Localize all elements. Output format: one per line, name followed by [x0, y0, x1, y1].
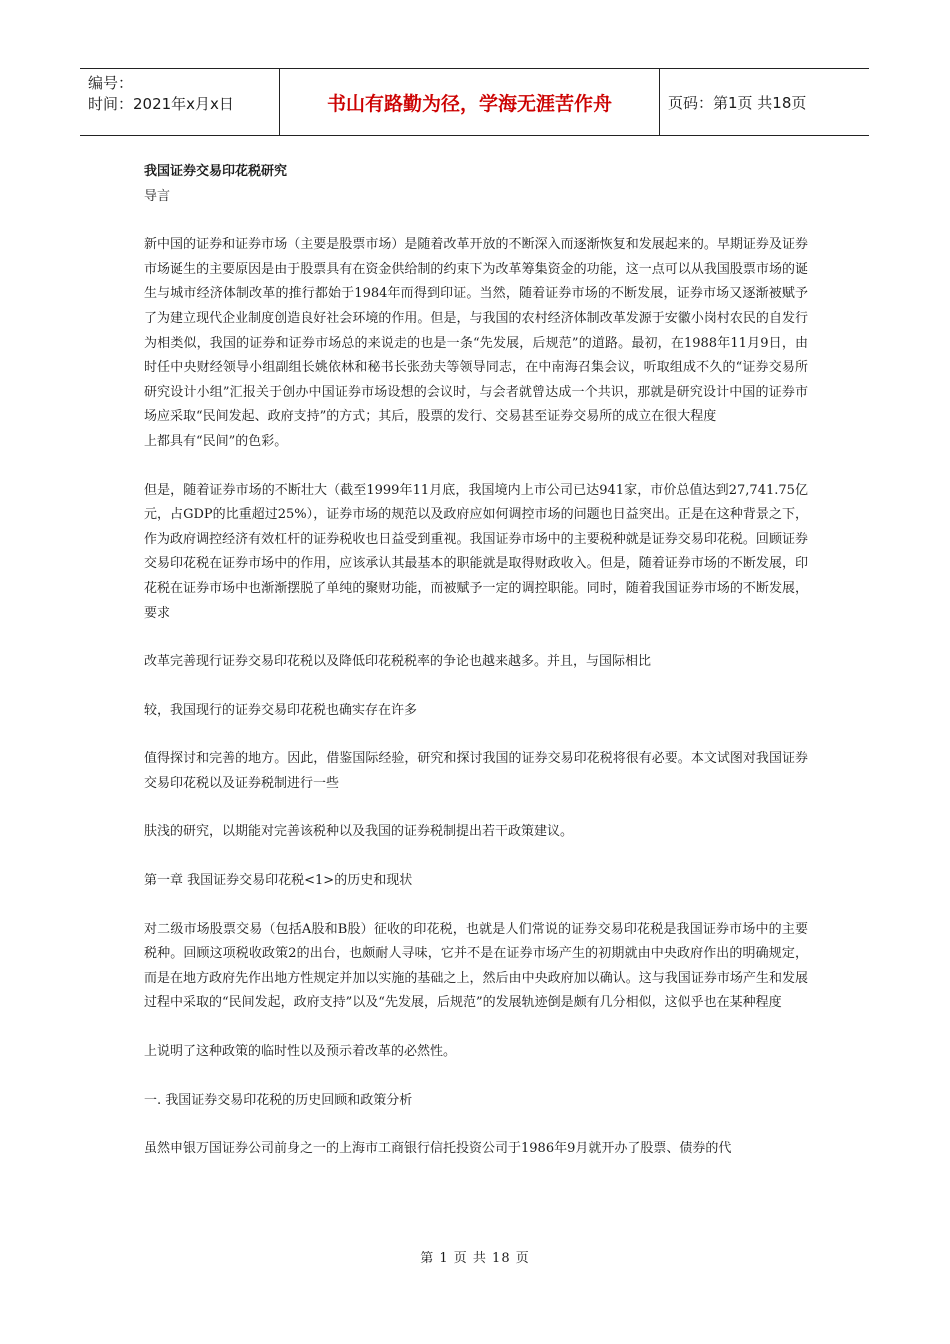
paragraph: 上说明了这种政策的临时性以及预示着改革的必然性。 [144, 1044, 457, 1060]
section-intro-heading: 导言 [144, 188, 171, 204]
paragraph: 改革完善现行证券交易印花税以及降低印花税税率的争论也越来越多。并且，与国际相比 [144, 654, 652, 670]
header-motto: 书山有路勤为径，学海无涯苦作舟 [280, 69, 660, 135]
page-footer: 第 1 页 共 18 页 [420, 1251, 530, 1266]
header-page-number: 页码：第1页 共18页 [668, 93, 807, 112]
chapter-heading: 第一章 我国证券交易印花税<1>的历史和现状 [144, 873, 413, 889]
paragraph: 上都具有“民间”的色彩。 [144, 433, 288, 449]
paragraph: 虽然申银万国证券公司前身之一的上海市工商银行信托投资公司于1986年9月就开办了股票、债券的代 [144, 1141, 732, 1157]
paragraph: 值得探讨和完善的地方。因此，借鉴国际经验，研究和探讨我国的证券交易印花税将很有必要。本文试图对我国证券交易印花税以及证券税制进行一些 [144, 751, 808, 791]
document-title: 我国证券交易印花税研究 [144, 164, 288, 179]
paragraph: 但是，随着证券市场的不断壮大（截至1999年11月底，我国境内上市公司已达941家，市价总值达到27,741.75亿元，占GDP的比重超过25%），证券市场的规范以及政府应如何调控市场的问题也日益突出。正是在这种背景之下，作为政府调控经济有效杠杆的证券税收也日益受到重视。我国证券市场中的主要税种就是证券交易印花税。回顾证券交易印花税在证券市场中的作用，应该承认其最基本的职能就是取得财政收入。但是，随着证券市场的不断发展，印花税在证券市场中也渐渐摆脱了单纯的聚财功能，而被赋予一定的调控职能。同时，随着我国证券市场的不断发展，要求 [144, 482, 808, 621]
paragraph: 对二级市场股票交易（包括A股和B股）征收的印花税，也就是人们常说的证券交易印花税是我国证券市场中的主要税种。回顾这项税收政策2的出台，也颇耐人寻味，它并不是在证券市场产生的初期就由中央政府作出的明确规定，而是在地方政府先作出地方性规定并加以实施的基础之上，然后由中央政府加以确认。这与我国证券市场产生和发展过程中采取的“民间发起，政府支持”以及“先发展，后规范”的发展轨迹倒是颇有几分相似，这似乎也在某种程度 [144, 921, 808, 1011]
paragraph: 较，我国现行的证券交易印花税也确实存在许多 [144, 702, 418, 718]
document-body [144, 160, 808, 1162]
serial-label: 编号： [88, 74, 134, 92]
time-label: 时间：2021年x月x日 [88, 95, 234, 113]
page-header [80, 68, 869, 136]
header-meta [80, 69, 280, 135]
section-heading: 一. 我国证券交易印花税的历史回顾和政策分析 [144, 1092, 413, 1108]
paragraph: 新中国的证券和证券市场（主要是股票市场）是随着改革开放的不断深入而逐渐恢复和发展起来的。早期证券及证券市场诞生的主要原因是由于股票具有在资金供给制的约束下为改革筹集资金的功能，这一点可以从我国股票市场的诞生与城市经济体制改革的推行都始于1984年而得到印证。当然，随着证券市场的不断发展，证券市场又逐渐被赋予了为建立现代企业制度创造良好社会环境的作用。但是，与我国的农村经济体制改革发源于安徽小岗村农民的自发行为相类似，我国的证券和证券市场总的来说走的也是一条“先发展，后规范”的道路。最初，在1988年11月9日，由时任中央财经领导小组副组长姚依林和秘书长张劲夫等领导同志，在中南海召集会议，听取组成不久的“证券交易所研究设计小组”汇报关于创办中国证券市场设想的会议时，与会者就曾达成一个共识，那就是研究设计中国的证券市场应采取“民间发起、政府支持”的方式；其后，股票的发行、交易甚至证券交易所的成立在很大程度 [144, 237, 808, 425]
paragraph: 肤浅的研究，以期能对完善该税种以及我国的证券税制提出若干政策建议。 [144, 824, 574, 840]
